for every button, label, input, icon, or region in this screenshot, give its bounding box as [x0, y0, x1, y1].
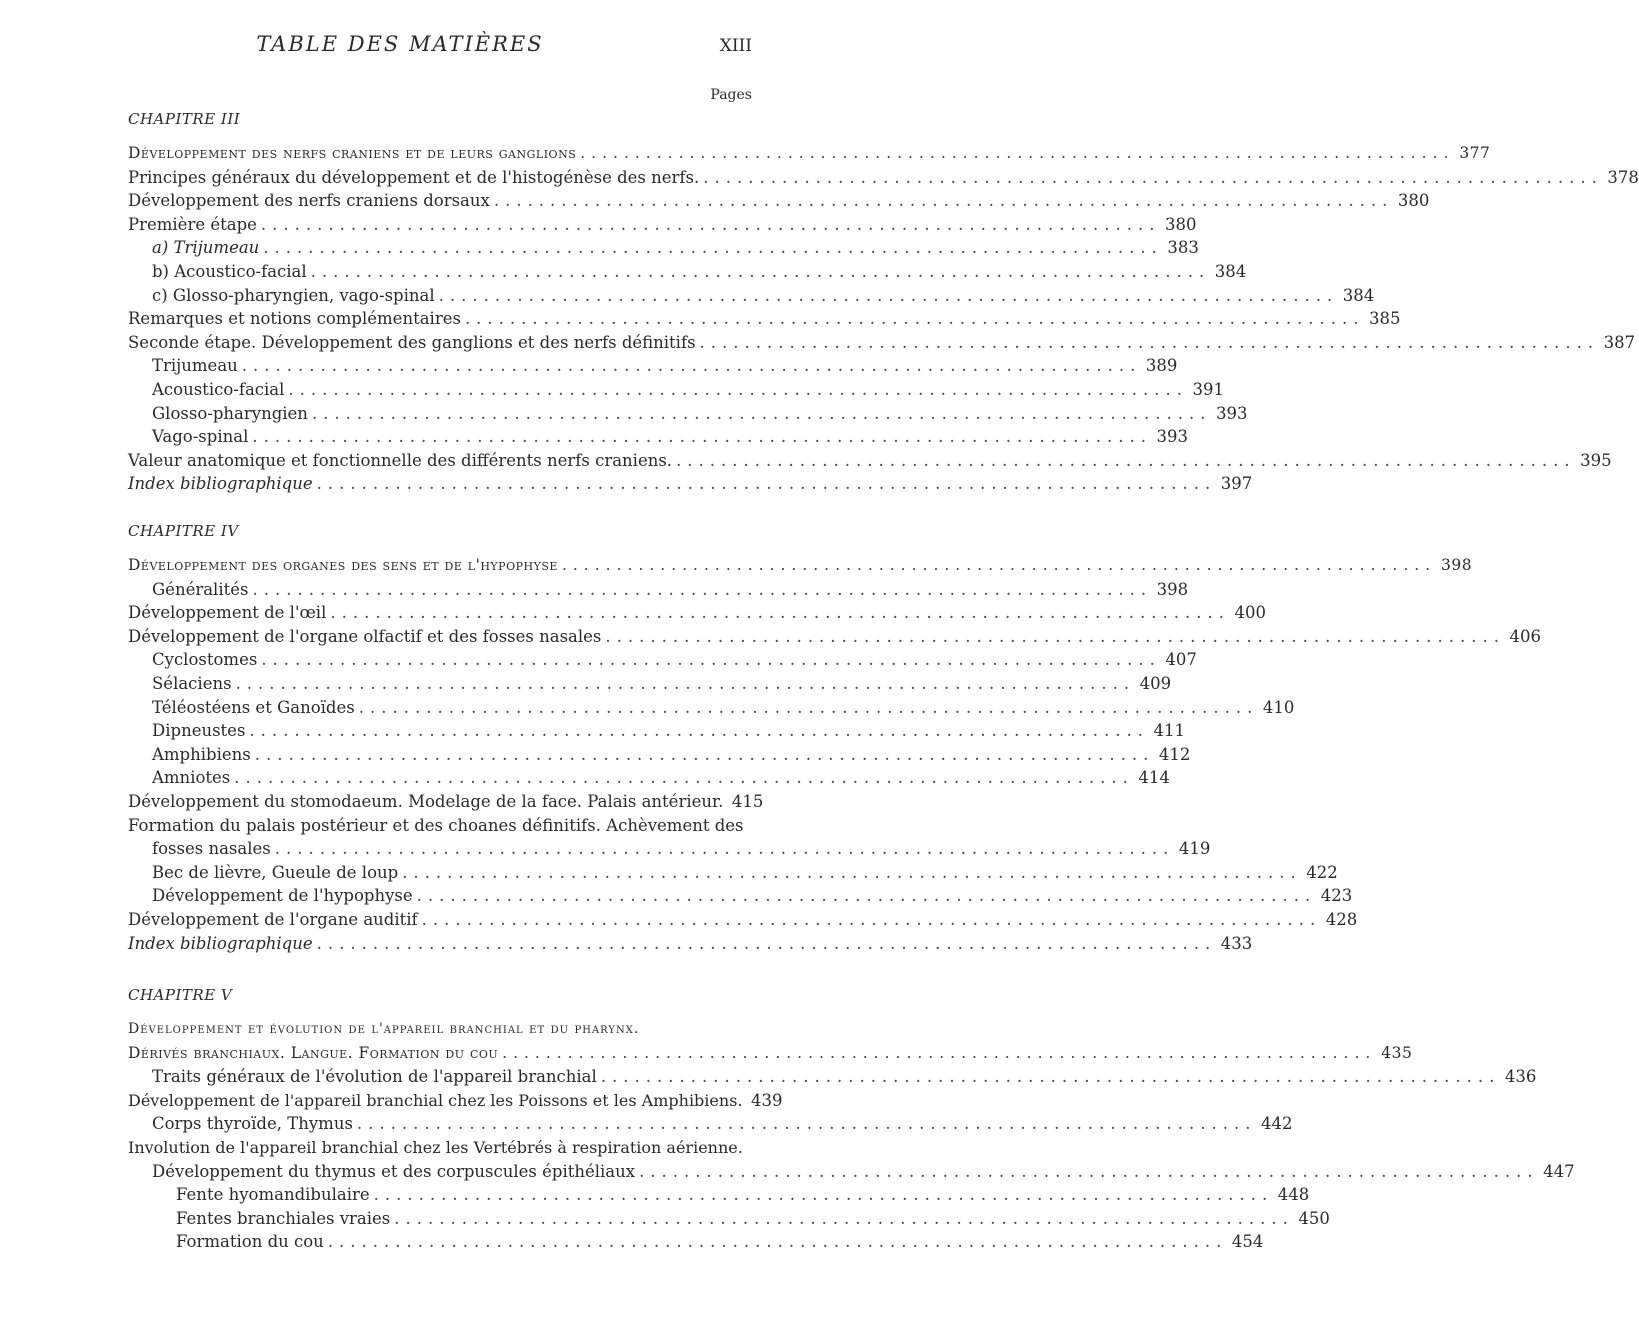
chapter-heading-line: Développement et évolution de l'appareil branchial et du pharynx.	[128, 1021, 640, 1037]
toc-entry: Formation du cou ................................................................................ 454	[176, 1232, 1264, 1252]
toc-entry: b) Acoustico-facial ................................................................................ 384	[152, 261, 1247, 281]
toc-entry: Remarques et notions complémentaires ................................................................................ 385	[128, 309, 1401, 329]
chapter-label: CHAPITRE V	[128, 986, 233, 1004]
chapter-4-section	[128, 522, 1541, 955]
toc-entry: Téléostéens et Ganoïdes ................................................................................ 410	[152, 697, 1295, 717]
toc-entry: c) Glosso-pharyngien, vago-spinal ................................................................................ 384	[152, 285, 1375, 305]
toc-entry: Dipneustes ................................................................................ 411	[152, 721, 1186, 741]
toc-entry: Fente hyomandibulaire ................................................................................ 448	[176, 1185, 1310, 1205]
toc-entry: Corps thyroïde, Thymus ................................................................................ 442	[152, 1114, 1293, 1134]
pages-column-label: Pages	[710, 87, 752, 103]
toc-entry: Glosso-pharyngien ................................................................................ 393	[152, 403, 1248, 423]
chapter-heading: Dérivés branchiaux. Langue. Formation du cou ................................................................................ 435	[128, 1043, 1413, 1062]
toc-entry: Bec de lièvre, Gueule de loup ................................................................................ 422	[152, 862, 1338, 882]
toc-entry: Cyclostomes ................................................................................ 407	[152, 650, 1197, 670]
toc-entry-continued: Formation du palais postérieur et des choanes définitifs. Achèvement des	[128, 815, 744, 835]
toc-entry: Vago-spinal ................................................................................ 393	[152, 427, 1188, 447]
toc-entry: Développement du thymus et des corpuscules épithéliaux ................................................................................ 447	[152, 1161, 1575, 1181]
toc-entry: Index bibliographique ................................................................................ 433	[128, 933, 1253, 953]
chapter-5-section	[128, 986, 1575, 1254]
toc-entry: Traits généraux de l'évolution de l'appareil branchial ................................................................................ 436	[152, 1067, 1537, 1087]
chapter-label: CHAPITRE IV	[128, 522, 239, 540]
toc-entry: Première étape ................................................................................ 380	[128, 214, 1197, 234]
toc-entry: Amphibiens ................................................................................ 412	[152, 744, 1191, 764]
toc-entry: Acoustico-facial ................................................................................ 391	[152, 379, 1225, 399]
toc-entry-continued: Involution de l'appareil branchial chez les Vertébrés à respiration aérienne.	[128, 1137, 743, 1157]
toc-entry: Principes généraux du développement et de l'histogénèse des nerfs. ................................................................................ 378	[128, 167, 1639, 187]
toc-entry: Trijumeau ................................................................................ 389	[152, 356, 1178, 376]
chapter-heading: Développement des nerfs craniens et de leurs ganglions ................................................................................ 377	[128, 144, 1491, 162]
chapter-3-section	[128, 110, 1639, 496]
toc-entry: Développement de l'appareil branchial chez les Poissons et les Amphibiens. 439	[128, 1090, 783, 1110]
toc-entry: fosses nasales ................................................................................ 419	[152, 839, 1211, 859]
toc-entry: Valeur anatomique et fonctionnelle des différents nerfs craniens. ................................................................................ 395	[128, 450, 1612, 470]
toc-entry: Développement de l'œil ................................................................................ 400	[128, 603, 1266, 623]
chapter-heading: Développement des organes des sens et de l'hypophyse ................................................................................ 398	[128, 556, 1473, 574]
toc-entry: Développement du stomodaeum. Modelage de la face. Palais antérieur. 415	[128, 791, 764, 811]
toc-entry: Amniotes ................................................................................ 414	[152, 768, 1170, 788]
page-folio: XIII	[719, 36, 752, 56]
toc-entry: Généralités ................................................................................ 398	[152, 579, 1189, 599]
toc-entry: Index bibliographique ................................................................................ 397	[128, 474, 1253, 494]
toc-entry: Seconde étape. Développement des ganglions et des nerfs définitifs ................................................................................ 387	[128, 332, 1636, 352]
chapter-label: CHAPITRE III	[128, 110, 241, 128]
toc-entry: Développement des nerfs craniens dorsaux ................................................................................ 380	[128, 191, 1430, 211]
toc-entry: Sélaciens ................................................................................ 409	[152, 673, 1172, 693]
toc-entry: Développement de l'organe olfactif et des fosses nasales ................................................................................ 406	[128, 626, 1541, 646]
toc-entry: Fentes branchiales vraies ................................................................................ 450	[176, 1208, 1330, 1228]
toc-entry: Développement de l'hypophyse ................................................................................ 423	[152, 886, 1353, 906]
toc-entry: Développement de l'organe auditif ................................................................................ 428	[128, 909, 1358, 929]
running-title: TABLE DES MATIÈRES	[256, 32, 544, 56]
toc-entry: a) Trijumeau ................................................................................ 383	[152, 238, 1199, 258]
